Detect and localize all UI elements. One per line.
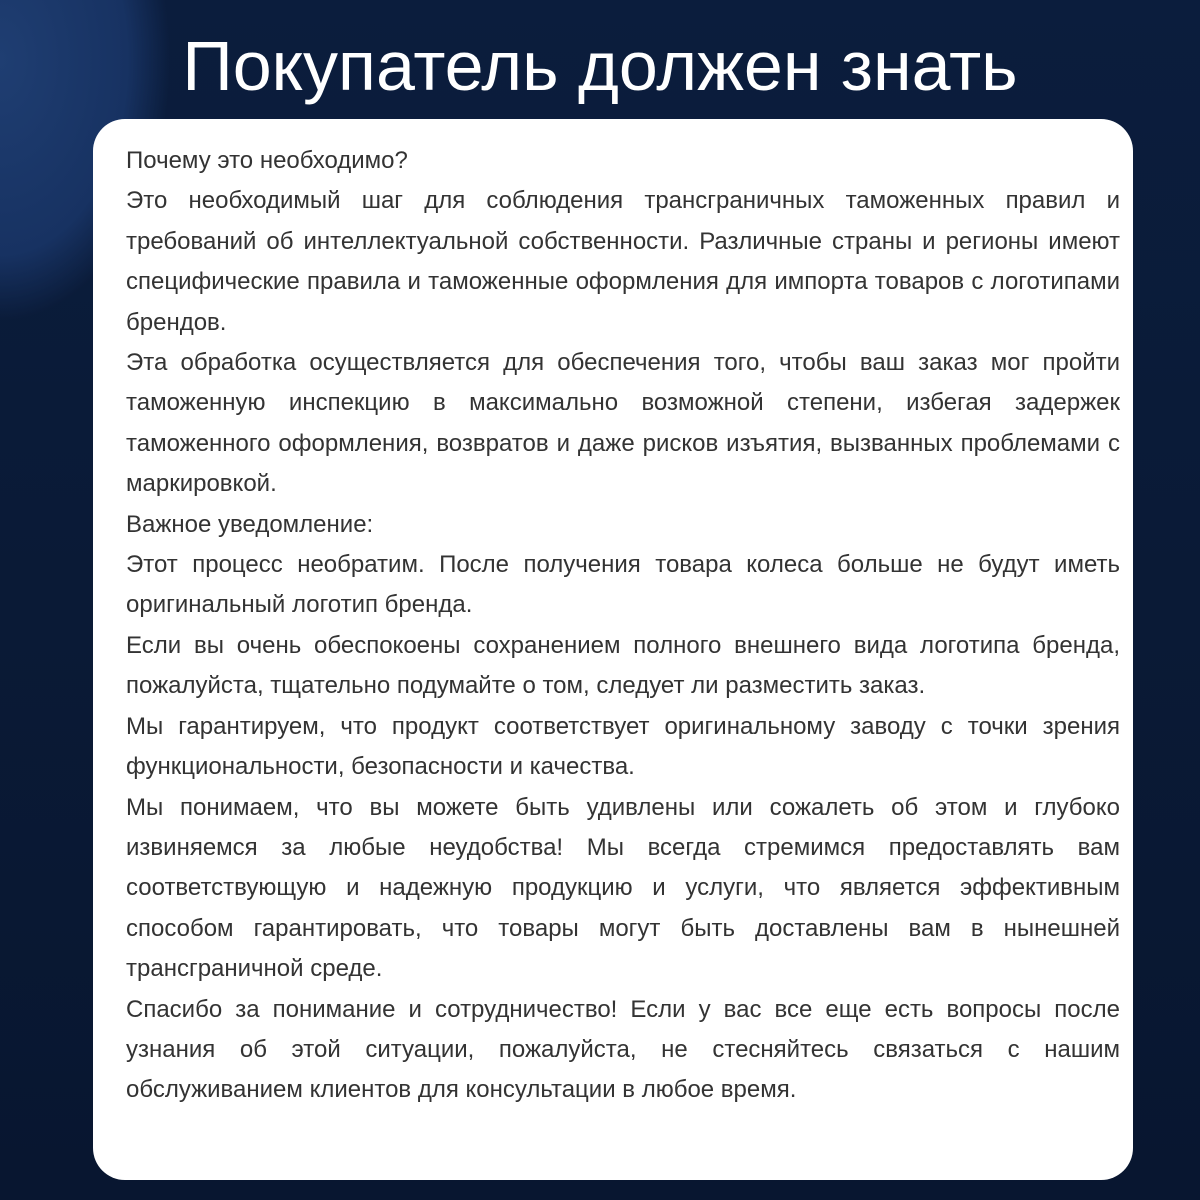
paragraph: Это необходимый шаг для соблюдения трансграничных таможенных правил и требований об интеллектуальной собственности. Различные страны и регионы имеют специфические правила и таможенные оформления для импорта товаров с логотипами брендов. (126, 187, 1120, 336)
paragraph: Спасибо за понимание и сотрудничество! Если у вас все еще есть вопросы после узнания об этой ситуации, пожалуйста, не стесняйтесь связаться с нашим обслуживанием клиентов для консультации в любое время. (126, 995, 1120, 1104)
paragraph: Эта обработка осуществляется для обеспечения того, чтобы ваш заказ мог пройти таможенную инспекцию в максимально возможной степени, избегая задержек таможенного оформления, возвратов и даже рисков изъятия, вызванных проблемами с маркировкой. (126, 349, 1120, 498)
page-title: Покупатель должен знать (182, 27, 1018, 105)
paragraph: Если вы очень обеспокоены сохранением полного внешнего вида логотипа бренда, пожалуйста, тщательно подумайте о том, следует ли разместить заказ. (126, 631, 1120, 700)
paragraph: Мы понимаем, что вы можете быть удивлены или сожалеть об этом и глубоко извиняемся за любые неудобства! Мы всегда стремимся предоставлять вам соответствующую и надежную продукцию и услуги, что является эффективным способом гарантировать, что товары могут быть доставлены вам в нынешней трансграничной среде. (126, 793, 1120, 983)
section-heading-notice: Важное уведомление: (126, 510, 374, 538)
notice-card (93, 119, 1133, 1180)
notice-text (126, 141, 1120, 1111)
paragraph: Этот процесс необратим. После получения товара колеса больше не будут иметь оригинальный логотип бренда. (126, 551, 1120, 619)
section-heading-why: Почему это необходимо? (126, 147, 408, 174)
paragraph: Мы гарантируем, что продукт соответствует оригинальному заводу с точки зрения функциональности, безопасности и качества. (126, 712, 1120, 781)
